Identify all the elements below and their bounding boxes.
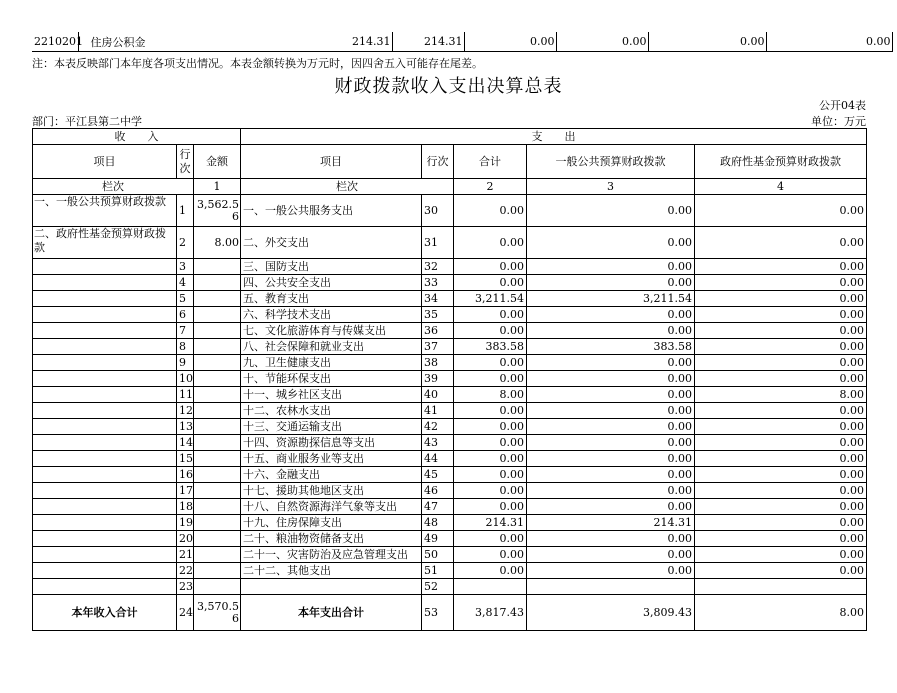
table-row xyxy=(33,323,867,339)
expense-item: 十七、援助其他地区支出 xyxy=(241,483,422,499)
expense-total: 0.00 xyxy=(454,563,527,579)
expense-line-no: 48 xyxy=(422,515,454,531)
expense-total: 0.00 xyxy=(454,403,527,419)
expense-total: 0.00 xyxy=(454,307,527,323)
expense-item: 十四、资源勘探信息等支出 xyxy=(241,435,422,451)
expense-line-no: 35 xyxy=(422,307,454,323)
income-item xyxy=(33,387,177,403)
income-line-no: 4 xyxy=(177,275,194,291)
expense-line-no: 42 xyxy=(422,419,454,435)
department-label: 部门：平江县第二中学 xyxy=(32,115,142,128)
expense-gov-fund: 8.00 xyxy=(695,387,867,403)
income-item xyxy=(33,339,177,355)
expense-general-budget: 0.00 xyxy=(527,563,695,579)
totals-row xyxy=(33,595,867,631)
expense-total: 0.00 xyxy=(454,499,527,515)
expense-general-budget: 0.00 xyxy=(527,371,695,387)
income-line-no: 11 xyxy=(177,387,194,403)
expense-general-budget: 214.31 xyxy=(527,515,695,531)
table-row xyxy=(33,355,867,371)
value-cell: 0.00 xyxy=(464,32,556,52)
expense-total xyxy=(454,579,527,595)
expense-line-no: 41 xyxy=(422,403,454,419)
col-header-amount: 金额 xyxy=(194,145,241,179)
income-line-no: 2 xyxy=(177,227,194,259)
column-index-label: 栏次 xyxy=(241,179,454,195)
value-cell: 0.00 xyxy=(648,32,766,52)
expense-line-no: 52 xyxy=(422,579,454,595)
expense-general-budget: 0.00 xyxy=(527,403,695,419)
expense-gov-fund: 0.00 xyxy=(695,355,867,371)
expense-gov-fund: 0.00 xyxy=(695,467,867,483)
expense-general-budget: 0.00 xyxy=(527,275,695,291)
section-header-row xyxy=(33,129,867,145)
expense-general-budget: 0.00 xyxy=(527,467,695,483)
income-line-no: 20 xyxy=(177,531,194,547)
expense-total: 0.00 xyxy=(454,435,527,451)
expense-total: 0.00 xyxy=(454,419,527,435)
expense-gov-fund: 0.00 xyxy=(695,515,867,531)
expense-general-budget: 0.00 xyxy=(527,259,695,275)
income-line-no: 17 xyxy=(177,483,194,499)
income-item: 二、政府性基金预算财政拨款 xyxy=(33,227,177,259)
table-row xyxy=(33,531,867,547)
expense-line-no: 46 xyxy=(422,483,454,499)
income-amount xyxy=(194,403,241,419)
income-item xyxy=(33,483,177,499)
expense-gov-fund: 0.00 xyxy=(695,323,867,339)
expense-total: 0.00 xyxy=(454,195,527,227)
expense-total-label: 本年支出合计 xyxy=(241,595,422,631)
expense-item: 十二、农林水支出 xyxy=(241,403,422,419)
income-amount xyxy=(194,451,241,467)
income-line-no: 14 xyxy=(177,435,194,451)
income-amount: 8.00 xyxy=(194,227,241,259)
expense-gov-fund: 0.00 xyxy=(695,339,867,355)
income-line-no: 13 xyxy=(177,419,194,435)
col-header-gov-fund: 政府性基金预算财政拨款 xyxy=(695,145,867,179)
income-item xyxy=(33,451,177,467)
column-index-4: 4 xyxy=(695,179,867,195)
col-header-line: 行次 xyxy=(177,145,194,179)
expense-gov-fund: 0.00 xyxy=(695,547,867,563)
income-amount xyxy=(194,563,241,579)
table-row xyxy=(33,563,867,579)
expense-total: 214.31 xyxy=(454,515,527,531)
expense-total: 8.00 xyxy=(454,387,527,403)
expense-total: 3,211.54 xyxy=(454,291,527,307)
table-row xyxy=(33,483,867,499)
expense-line-no: 30 xyxy=(422,195,454,227)
expense-general-budget xyxy=(527,579,695,595)
income-line-no: 16 xyxy=(177,467,194,483)
income-amount xyxy=(194,467,241,483)
income-total-amount: 3,570.56 xyxy=(194,595,241,631)
expense-header: 支 出 xyxy=(241,129,867,145)
form-number: 公开04表 xyxy=(819,99,866,112)
expense-line-no: 38 xyxy=(422,355,454,371)
income-amount xyxy=(194,547,241,563)
income-total-line-no: 24 xyxy=(177,595,194,631)
expense-gov-fund: 0.00 xyxy=(695,563,867,579)
income-item xyxy=(33,355,177,371)
income-item: 一、一般公共预算财政拨款 xyxy=(33,195,177,227)
table-row xyxy=(32,32,892,52)
expense-line-no: 37 xyxy=(422,339,454,355)
income-item xyxy=(33,547,177,563)
expense-total: 0.00 xyxy=(454,547,527,563)
income-item xyxy=(33,435,177,451)
income-amount xyxy=(194,355,241,371)
footnote: 注：本表反映部门本年度各项支出情况。本表金额转换为万元时，因四舍五入可能存在尾差。 xyxy=(32,57,483,70)
income-line-no: 3 xyxy=(177,259,194,275)
expense-gov-fund: 0.00 xyxy=(695,435,867,451)
expense-total: 0.00 xyxy=(454,275,527,291)
income-amount xyxy=(194,579,241,595)
expense-item: 一、一般公共服务支出 xyxy=(241,195,422,227)
income-amount xyxy=(194,419,241,435)
income-item xyxy=(33,275,177,291)
income-line-no: 6 xyxy=(177,307,194,323)
income-line-no: 15 xyxy=(177,451,194,467)
expense-general-budget: 0.00 xyxy=(527,499,695,515)
income-item xyxy=(33,403,177,419)
value-cell: 0.00 xyxy=(766,32,892,52)
income-line-no: 19 xyxy=(177,515,194,531)
expense-gov-fund: 0.00 xyxy=(695,275,867,291)
income-line-no: 5 xyxy=(177,291,194,307)
income-item xyxy=(33,499,177,515)
expense-gov-fund xyxy=(695,579,867,595)
expense-general-budget: 0.00 xyxy=(527,307,695,323)
expense-total-line-no: 53 xyxy=(422,595,454,631)
expense-gov-fund: 0.00 xyxy=(695,531,867,547)
income-amount xyxy=(194,499,241,515)
expense-line-no: 33 xyxy=(422,275,454,291)
expense-line-no: 40 xyxy=(422,387,454,403)
income-item xyxy=(33,531,177,547)
table-row xyxy=(33,435,867,451)
income-amount xyxy=(194,323,241,339)
expense-item: 十三、交通运输支出 xyxy=(241,419,422,435)
expense-gov-fund: 0.00 xyxy=(695,403,867,419)
expense-gov-fund: 0.00 xyxy=(695,419,867,435)
column-index-row xyxy=(33,179,867,195)
expense-line-no: 43 xyxy=(422,435,454,451)
income-line-no: 22 xyxy=(177,563,194,579)
expense-gov-fund: 0.00 xyxy=(695,307,867,323)
income-item xyxy=(33,515,177,531)
table-row xyxy=(33,307,867,323)
expense-general-budget: 0.00 xyxy=(527,355,695,371)
expense-general-budget: 0.00 xyxy=(527,387,695,403)
income-header: 收 入 xyxy=(33,129,241,145)
table-row xyxy=(33,515,867,531)
income-total-label: 本年收入合计 xyxy=(33,595,177,631)
table-row xyxy=(33,499,867,515)
expense-grand-total: 3,817.43 xyxy=(454,595,527,631)
expense-total: 0.00 xyxy=(454,227,527,259)
income-line-no: 10 xyxy=(177,371,194,387)
expense-item: 十一、城乡社区支出 xyxy=(241,387,422,403)
table-row xyxy=(33,275,867,291)
unit-label: 单位：万元 xyxy=(811,115,866,128)
expense-line-no: 47 xyxy=(422,499,454,515)
expense-total: 0.00 xyxy=(454,355,527,371)
income-line-no: 8 xyxy=(177,339,194,355)
income-amount xyxy=(194,531,241,547)
col-header-item: 项目 xyxy=(33,145,177,179)
expense-line-no: 39 xyxy=(422,371,454,387)
col-header-item: 项目 xyxy=(241,145,422,179)
income-item xyxy=(33,371,177,387)
expense-item: 十六、金融支出 xyxy=(241,467,422,483)
table-row xyxy=(33,387,867,403)
expense-item: 十五、商业服务业等支出 xyxy=(241,451,422,467)
income-item xyxy=(33,579,177,595)
budget-summary-table xyxy=(32,128,867,631)
expense-general-budget: 0.00 xyxy=(527,531,695,547)
item-name: 住房公积金 xyxy=(78,32,318,52)
income-amount xyxy=(194,259,241,275)
expense-line-no: 32 xyxy=(422,259,454,275)
income-amount xyxy=(194,339,241,355)
expense-item: 十、节能环保支出 xyxy=(241,371,422,387)
income-line-no: 23 xyxy=(177,579,194,595)
expense-item: 二十二、其他支出 xyxy=(241,563,422,579)
item-code: 2210201 xyxy=(32,32,78,52)
expense-total: 0.00 xyxy=(454,259,527,275)
column-index-3: 3 xyxy=(527,179,695,195)
income-amount xyxy=(194,387,241,403)
expense-line-no: 31 xyxy=(422,227,454,259)
expense-general-total: 3,809.43 xyxy=(527,595,695,631)
table-row xyxy=(33,259,867,275)
expense-item: 九、卫生健康支出 xyxy=(241,355,422,371)
previous-table-fragment xyxy=(32,32,893,52)
income-amount xyxy=(194,515,241,531)
expense-general-budget: 0.00 xyxy=(527,323,695,339)
income-line-no: 7 xyxy=(177,323,194,339)
expense-gov-fund: 0.00 xyxy=(695,227,867,259)
income-amount xyxy=(194,483,241,499)
expense-gov-fund: 0.00 xyxy=(695,451,867,467)
expense-general-budget: 383.58 xyxy=(527,339,695,355)
expense-item: 十八、自然资源海洋气象等支出 xyxy=(241,499,422,515)
col-header-general-budget: 一般公共预算财政拨款 xyxy=(527,145,695,179)
expense-gov-fund: 0.00 xyxy=(695,259,867,275)
expense-total: 0.00 xyxy=(454,483,527,499)
expense-gov-fund: 0.00 xyxy=(695,371,867,387)
income-line-no: 12 xyxy=(177,403,194,419)
income-amount xyxy=(194,371,241,387)
table-row xyxy=(33,467,867,483)
income-line-no: 1 xyxy=(177,195,194,227)
income-amount xyxy=(194,291,241,307)
income-item xyxy=(33,419,177,435)
expense-gov-fund: 0.00 xyxy=(695,499,867,515)
value-cell: 214.31 xyxy=(318,32,392,52)
expense-general-budget: 0.00 xyxy=(527,419,695,435)
expense-general-budget: 0.00 xyxy=(527,227,695,259)
column-index-1: 1 xyxy=(194,179,241,195)
expense-item: 八、社会保障和就业支出 xyxy=(241,339,422,355)
expense-line-no: 34 xyxy=(422,291,454,307)
expense-gov-fund: 0.00 xyxy=(695,483,867,499)
expense-item: 七、文化旅游体育与传媒支出 xyxy=(241,323,422,339)
income-amount xyxy=(194,275,241,291)
expense-total: 0.00 xyxy=(454,323,527,339)
income-item xyxy=(33,323,177,339)
expense-item xyxy=(241,579,422,595)
expense-fund-total: 8.00 xyxy=(695,595,867,631)
income-amount: 3,562.56 xyxy=(194,195,241,227)
expense-line-no: 36 xyxy=(422,323,454,339)
table-row xyxy=(33,291,867,307)
expense-item: 二十一、灾害防治及应急管理支出 xyxy=(241,547,422,563)
column-index-2: 2 xyxy=(454,179,527,195)
expense-item: 十九、住房保障支出 xyxy=(241,515,422,531)
expense-total: 0.00 xyxy=(454,371,527,387)
table-row xyxy=(33,419,867,435)
expense-gov-fund: 0.00 xyxy=(695,291,867,307)
table-row xyxy=(33,451,867,467)
expense-total: 0.00 xyxy=(454,531,527,547)
income-line-no: 21 xyxy=(177,547,194,563)
value-cell: 214.31 xyxy=(392,32,464,52)
col-header-line: 行次 xyxy=(422,145,454,179)
expense-total: 383.58 xyxy=(454,339,527,355)
expense-item: 二十、粮油物资储备支出 xyxy=(241,531,422,547)
expense-total: 0.00 xyxy=(454,467,527,483)
expense-line-no: 49 xyxy=(422,531,454,547)
expense-item: 六、科学技术支出 xyxy=(241,307,422,323)
income-item xyxy=(33,307,177,323)
table-row xyxy=(33,371,867,387)
expense-general-budget: 0.00 xyxy=(527,547,695,563)
expense-line-no: 50 xyxy=(422,547,454,563)
expense-line-no: 44 xyxy=(422,451,454,467)
income-item xyxy=(33,291,177,307)
expense-total: 0.00 xyxy=(454,451,527,467)
income-line-no: 18 xyxy=(177,499,194,515)
expense-general-budget: 0.00 xyxy=(527,435,695,451)
income-item xyxy=(33,259,177,275)
income-item xyxy=(33,467,177,483)
income-amount xyxy=(194,435,241,451)
table-row xyxy=(33,195,867,227)
value-cell: 0.00 xyxy=(556,32,648,52)
column-header-row xyxy=(33,145,867,179)
table-row xyxy=(33,579,867,595)
expense-gov-fund: 0.00 xyxy=(695,195,867,227)
col-header-total: 合计 xyxy=(454,145,527,179)
expense-item: 五、教育支出 xyxy=(241,291,422,307)
expense-item: 二、外交支出 xyxy=(241,227,422,259)
expense-line-no: 51 xyxy=(422,563,454,579)
table-row xyxy=(33,403,867,419)
expense-line-no: 45 xyxy=(422,467,454,483)
expense-item: 四、公共安全支出 xyxy=(241,275,422,291)
income-item xyxy=(33,563,177,579)
table-row xyxy=(33,339,867,355)
table-row xyxy=(33,227,867,259)
income-line-no: 9 xyxy=(177,355,194,371)
page-title: 财政拨款收入支出决算总表 xyxy=(334,76,563,97)
expense-general-budget: 0.00 xyxy=(527,451,695,467)
expense-general-budget: 3,211.54 xyxy=(527,291,695,307)
expense-general-budget: 0.00 xyxy=(527,483,695,499)
expense-item: 三、国防支出 xyxy=(241,259,422,275)
table-row xyxy=(33,547,867,563)
income-amount xyxy=(194,307,241,323)
column-index-label: 栏次 xyxy=(33,179,194,195)
expense-general-budget: 0.00 xyxy=(527,195,695,227)
